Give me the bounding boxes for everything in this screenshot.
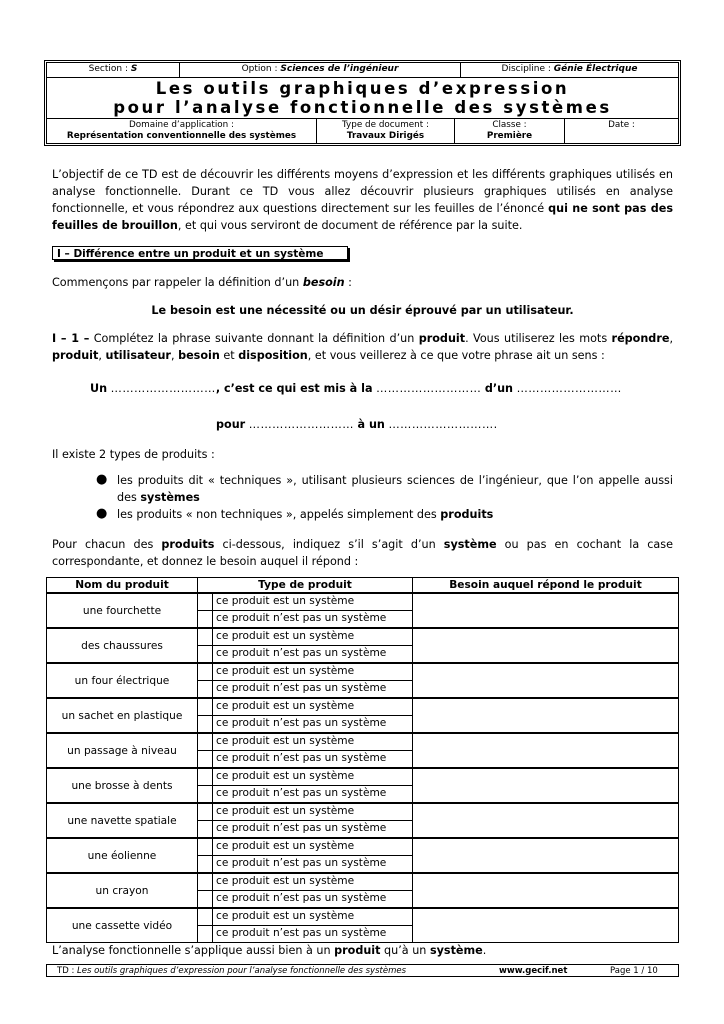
fill-pour: pour (216, 418, 246, 431)
besoin-answer-cell[interactable] (413, 873, 679, 908)
title-line-1: Les outils graphiques d’expression (155, 79, 570, 98)
type-options (213, 873, 413, 908)
title-line-2: pour l’analyse fonctionnelle des systèmes (113, 98, 612, 117)
blank-4[interactable]: ……………………… (248, 418, 354, 431)
classe-cell (455, 119, 565, 143)
question-word-produit: produit (418, 332, 466, 345)
besoin-answer-cell[interactable] (413, 628, 679, 663)
table-header-row (47, 578, 679, 594)
checkbox-cell (198, 733, 213, 768)
domaine-label: Domaine d’application : (128, 120, 234, 130)
besoin-answer-cell[interactable] (413, 663, 679, 698)
product-name: un passage à niveau (47, 733, 198, 768)
checkbox-systeme[interactable] (198, 594, 212, 611)
option-non-systeme: ce produit n’est pas un système (216, 717, 387, 729)
option-systeme: ce produit est un système (213, 769, 412, 786)
section-label: Section : (88, 64, 131, 74)
date-cell (565, 119, 678, 143)
type-options (213, 838, 413, 873)
option-non-systeme: ce produit n’est pas un système (216, 752, 387, 764)
checkbox-cell (198, 908, 213, 943)
rappel-text: Commençons par rappeler la définition d’un (52, 276, 303, 289)
discipline-value: Génie Électrique (553, 64, 638, 74)
conclusion-text-b: qu’à un (380, 944, 430, 957)
checkbox-non-systeme[interactable] (198, 821, 212, 837)
option-systeme: ce produit est un système (213, 699, 412, 716)
document-header (44, 60, 681, 146)
footer-td-label: TD : (57, 966, 78, 976)
document-title (47, 78, 678, 119)
discipline-cell (461, 63, 678, 77)
checkbox-cell (198, 628, 213, 663)
option-systeme: ce produit est un système (213, 839, 412, 856)
option-cell (180, 63, 461, 77)
type-options (213, 768, 413, 803)
checkbox-cell (198, 768, 213, 803)
date-label: Date : (608, 120, 635, 130)
bullet-2-bold: produits (440, 508, 494, 521)
besoin-answer-cell[interactable] (413, 768, 679, 803)
checkbox-cell (198, 698, 213, 733)
blank-1[interactable]: ……………………… (110, 382, 216, 395)
footer-td-title: Les outils graphiques d’expression pour l’analyse fonctionnelle des systèmes (77, 966, 407, 976)
option-non-systeme: ce produit n’est pas un système (216, 892, 387, 904)
table-row (47, 593, 679, 628)
product-name: une navette spatiale (47, 803, 198, 838)
checkbox-systeme[interactable] (198, 874, 212, 891)
checkbox-systeme[interactable] (198, 804, 212, 821)
option-non-systeme: ce produit n’est pas un système (216, 612, 387, 624)
conclusion-text-c: . (482, 944, 487, 957)
domaine-cell (47, 119, 317, 143)
type-options (213, 698, 413, 733)
type-doc-cell (317, 119, 455, 143)
discipline-label: Discipline : (501, 64, 554, 74)
classe-label: Classe : (492, 120, 527, 130)
conclusion-bold-1: produit (334, 944, 381, 957)
header-bottom-row (47, 119, 678, 143)
product-name: une brosse à dents (47, 768, 198, 803)
bullet-1-bold: systèmes (140, 491, 200, 504)
word-sep-4: et (219, 349, 239, 362)
products-table (46, 577, 679, 943)
bullet-icon: ● (96, 506, 108, 521)
checkbox-non-systeme[interactable] (198, 926, 212, 942)
table-instructions (52, 536, 673, 570)
checkbox-cell (198, 873, 213, 908)
conclusion (52, 942, 673, 959)
question-text-a: Complétez la phrase suivante donnant la définition d’un (89, 332, 419, 345)
table-row (47, 803, 679, 838)
besoin-answer-cell[interactable] (413, 908, 679, 943)
footer-page-number: Page 1 / 10 (610, 966, 658, 976)
table-row (47, 873, 679, 908)
intro-text-b: , et qui vous serviront de document de référence par la suite. (177, 219, 523, 232)
checkbox-non-systeme[interactable] (198, 856, 212, 872)
type-doc-value: Travaux Dirigés (346, 131, 425, 141)
type-options (213, 908, 413, 943)
intro-text-a: L’objectif de ce TD est de découvrir les différents moyens d’expression et les différents graphiques utilisés en analyse fonctionnelle. Durant ce TD vous allez découvrir plusieurs graphiques utilisés en analyse fonctionnelle, et vous répondrez aux questions directement sur les feuilles de l’énoncé (52, 168, 673, 215)
option-systeme: ce produit est un système (213, 734, 412, 751)
conclusion-bold-2: système (429, 944, 483, 957)
checkbox-cell (198, 593, 213, 628)
bullet-2-text: les produits « non techniques », appelés simplement des (117, 508, 441, 521)
checkbox-cell (198, 803, 213, 838)
checkbox-non-systeme[interactable] (198, 786, 212, 802)
option-systeme: ce produit est un système (213, 874, 412, 891)
option-systeme: ce produit est un système (213, 594, 412, 611)
classe-value: Première (486, 131, 533, 141)
product-name: une cassette vidéo (47, 908, 198, 943)
page-footer (46, 964, 679, 977)
product-name: un four électrique (47, 663, 198, 698)
product-name: des chaussures (47, 628, 198, 663)
product-name: un sachet en plastique (47, 698, 198, 733)
checkbox-non-systeme[interactable] (198, 891, 212, 907)
table-row (47, 768, 679, 803)
table-row (47, 628, 679, 663)
rappel-end: : (344, 276, 352, 289)
section-cell (47, 63, 180, 77)
blank-2[interactable]: ……………………… (376, 382, 482, 395)
footer-title (57, 965, 406, 978)
fill-sentence-line-1 (90, 380, 622, 397)
fill-aun: à un (357, 418, 385, 431)
product-name: une fourchette (47, 593, 198, 628)
checkbox-systeme[interactable] (198, 734, 212, 751)
instr-text-c: ou pas en cochant la case correspondante, et donnez le besoin auquel il répond : (52, 538, 673, 568)
checkbox-non-systeme[interactable] (198, 611, 212, 627)
header-nom: Nom du produit (47, 578, 198, 594)
instr-text-a: Pour chacun des (52, 538, 162, 551)
question-number: I – 1 – (52, 332, 90, 345)
header-type: Type de produit (198, 578, 413, 594)
option-systeme: ce produit est un système (213, 664, 412, 681)
blank-5[interactable]: ………………………. (388, 418, 498, 431)
type-options (213, 593, 413, 628)
table-row (47, 698, 679, 733)
option-systeme: ce produit est un système (213, 909, 412, 926)
blank-3[interactable]: ……………………… (516, 382, 622, 395)
fill-un: Un (90, 382, 108, 395)
besoin-answer-cell[interactable] (413, 593, 679, 628)
checkbox-non-systeme[interactable] (198, 751, 212, 767)
product-name: une éolienne (47, 838, 198, 873)
conclusion-text-a: L’analyse fonctionnelle s’applique aussi bien à un (52, 944, 335, 957)
type-options (213, 803, 413, 838)
type-doc-label: Type de document : (342, 120, 429, 130)
question-text-c: , et vous veillerez à ce que votre phrase ait un sens : (307, 349, 605, 362)
intro-text-bold: qui ne sont pas des feuilles de brouillon (52, 202, 673, 232)
checkbox-non-systeme[interactable] (198, 716, 212, 732)
word-utilisateur: utilisateur (105, 349, 171, 362)
type-options (213, 628, 413, 663)
bullet-1-text: les produits dit « techniques », utilisant plusieurs sciences de l’ingénieur, que l’on appelle aussi des (117, 474, 673, 504)
option-non-systeme: ce produit n’est pas un système (216, 857, 387, 869)
table-row (47, 663, 679, 698)
option-label: Option : (241, 64, 281, 74)
header-besoin: Besoin auquel répond le produit (413, 578, 679, 594)
question-text-b: . Vous utiliserez les mots (465, 332, 612, 345)
bullet-item-systemes (117, 472, 673, 506)
table-row (47, 733, 679, 768)
word-besoin: besoin (178, 349, 220, 362)
instr-bold-2: système (443, 538, 497, 551)
checkbox-systeme[interactable] (198, 909, 212, 926)
word-disposition: disposition (238, 349, 308, 362)
fill-dun: d’un (484, 382, 514, 395)
besoin-answer-cell[interactable] (413, 838, 679, 873)
table-body (47, 593, 679, 943)
checkbox-cell (198, 663, 213, 698)
besoin-definition: Le besoin est une nécessité ou un désir éprouvé par un utilisateur. (151, 304, 574, 317)
bullet-item-produits (117, 506, 673, 523)
instr-text-b: ci-dessous, indiquez s’il s’agit d’un (214, 538, 444, 551)
option-non-systeme: ce produit n’est pas un système (216, 647, 387, 659)
instr-bold-1: produits (161, 538, 215, 551)
option-non-systeme: ce produit n’est pas un système (216, 927, 387, 939)
besoin-answer-cell[interactable] (413, 803, 679, 838)
fill-sentence-line-2 (216, 416, 498, 433)
footer-site: www.gecif.net (499, 966, 568, 976)
checkbox-systeme[interactable] (198, 839, 212, 856)
option-systeme: ce produit est un système (213, 629, 412, 646)
checkbox-non-systeme[interactable] (198, 646, 212, 662)
type-options (213, 733, 413, 768)
option-value: Sciences de l’ingénieur (280, 64, 399, 74)
checkbox-systeme[interactable] (198, 629, 212, 646)
header-top-row (47, 63, 678, 78)
checkbox-systeme[interactable] (198, 769, 212, 786)
word-sep-3: , (170, 349, 179, 362)
product-name: un crayon (47, 873, 198, 908)
rappel-bold: besoin (302, 276, 345, 289)
table-row (47, 908, 679, 943)
checkbox-cell (198, 838, 213, 873)
option-systeme: ce produit est un système (213, 804, 412, 821)
rappel-line (52, 274, 673, 291)
word-sep-1: , (669, 332, 673, 345)
checkbox-systeme[interactable] (198, 664, 212, 681)
checkbox-systeme[interactable] (198, 699, 212, 716)
domaine-value: Représentation conventionnelle des systèmes (66, 131, 297, 141)
word-sep-2: , (98, 349, 106, 362)
option-non-systeme: ce produit n’est pas un système (216, 822, 387, 834)
question-1 (52, 330, 673, 364)
bullet-icon: ● (96, 472, 108, 487)
section-value: S (130, 64, 138, 74)
word-produit: produit (52, 349, 99, 362)
word-repondre: répondre (611, 332, 670, 345)
option-non-systeme: ce produit n’est pas un système (216, 682, 387, 694)
types-intro: Il existe 2 types de produits : (52, 448, 215, 461)
type-options (213, 663, 413, 698)
section-title: I – Différence entre un produit et un système (52, 246, 348, 260)
besoin-answer-cell[interactable] (413, 733, 679, 768)
intro-paragraph (52, 166, 673, 234)
checkbox-non-systeme[interactable] (198, 681, 212, 697)
option-non-systeme: ce produit n’est pas un système (216, 787, 387, 799)
fill-mid: , c’est ce qui est mis à la (215, 382, 373, 395)
besoin-answer-cell[interactable] (413, 698, 679, 733)
table-row (47, 838, 679, 873)
